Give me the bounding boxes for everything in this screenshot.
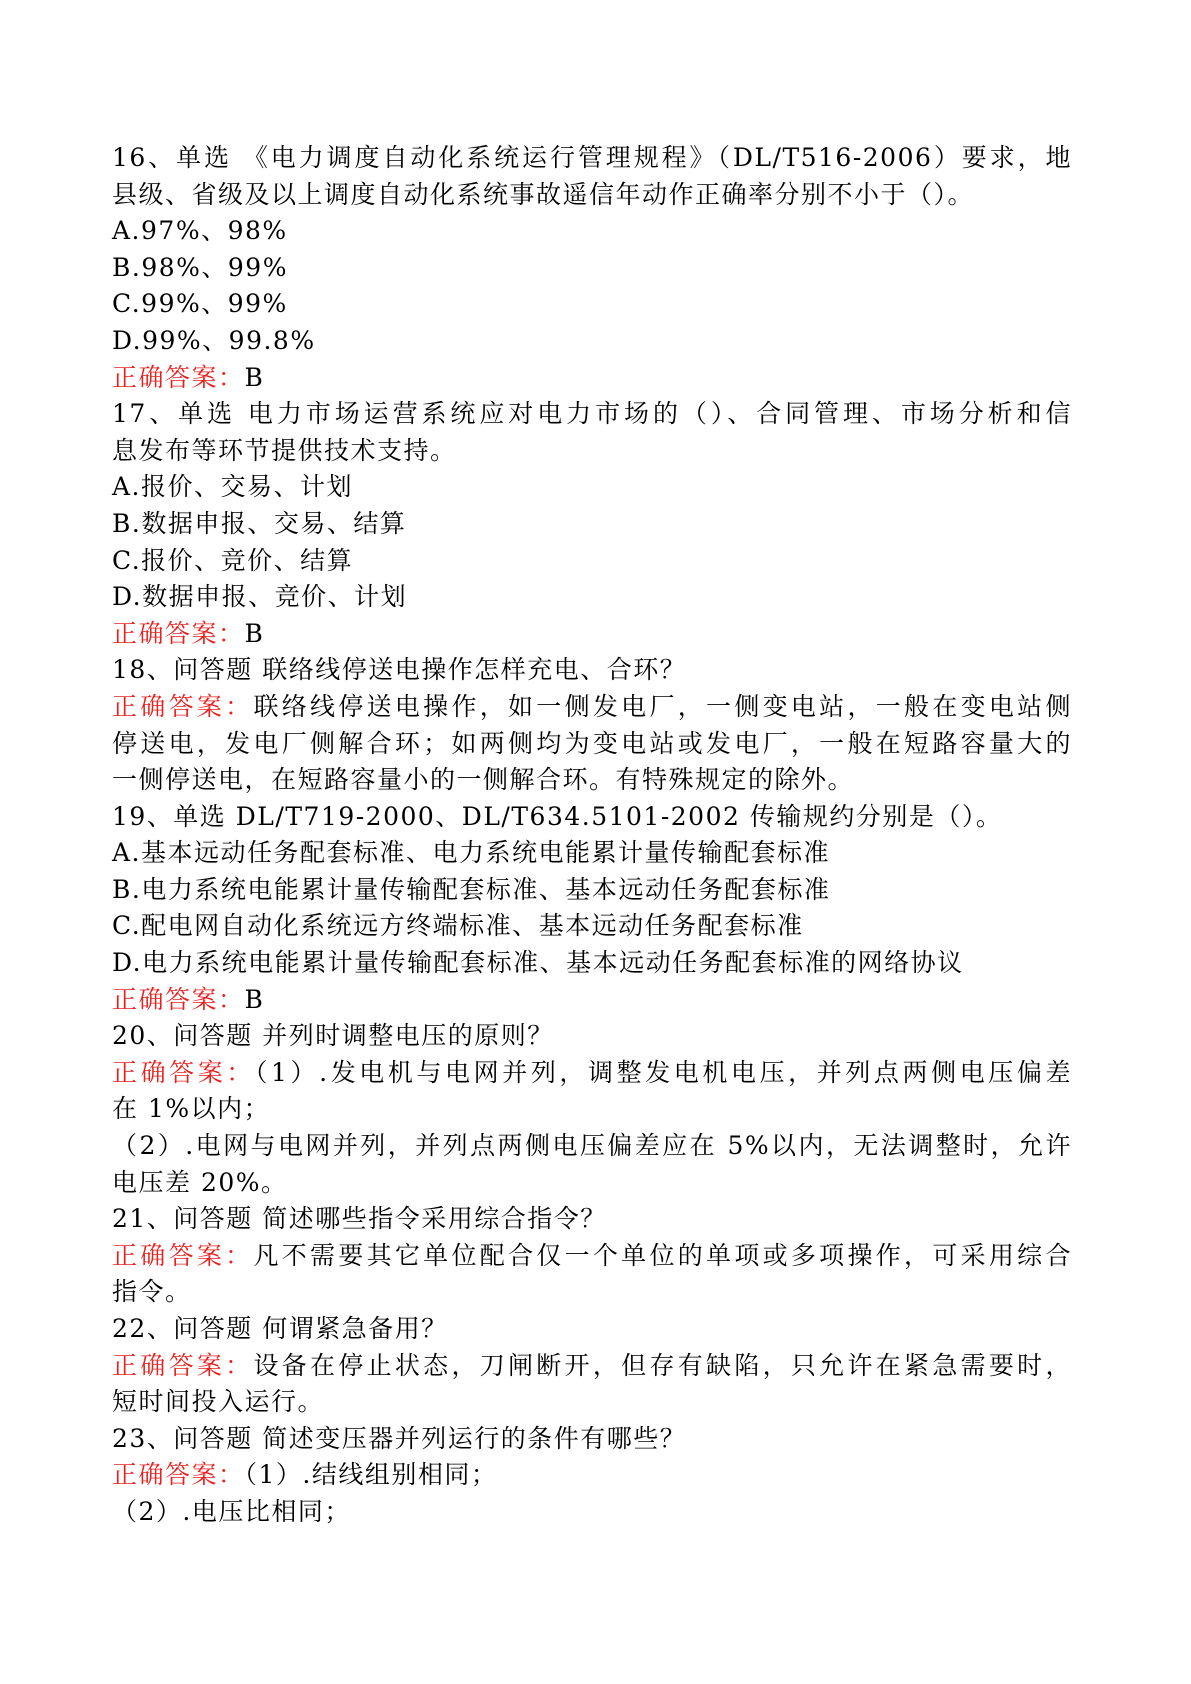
text-line: D.99%、99.8% (112, 325, 316, 355)
answer-text: B (244, 984, 265, 1014)
text-line: 停送电，发电厂侧解合环；如两侧均为变电站或发电厂，一般在短路容量大的 (112, 728, 1072, 758)
text-line: 一侧停送电，在短路容量小的一侧解合环。有特殊规定的除外。 (112, 765, 855, 795)
answer-text: 联络线停送电操作，如一侧发电厂，一侧变电站，一般在变电站侧 (253, 691, 1072, 721)
answer-text: （1）.发电机与电网并列，调整发电机电压，并列点两侧电压偏差 (254, 1057, 1072, 1087)
answer-label: 正确答案： (112, 362, 245, 392)
text-line: 23、问答题 简述变压器并列运行的条件有哪些？ (112, 1423, 687, 1453)
answer-line (112, 1457, 1072, 1494)
answer-label: 正确答案： (112, 1057, 255, 1087)
answer-text: 设备在停止状态，刀闸断开，但存有缺陷，只允许在紧急需要时， (253, 1350, 1072, 1380)
text-line: C.99%、99% (112, 289, 288, 319)
answer-text: （1）.结线组别相同； (244, 1460, 498, 1490)
answer-line (112, 689, 1072, 726)
text-line: 县级、省级及以上调度自动化系统事故遥信年动作正确率分别不小于（）。 (112, 179, 975, 209)
text-line: C.配电网自动化系统远方终端标准、基本远动任务配套标准 (112, 911, 804, 941)
answer-line (112, 1055, 1072, 1092)
text-line: B.数据申报、交易、结算 (112, 508, 407, 538)
text-line: 指令。 (112, 1277, 192, 1307)
text-line: 21、问答题 简述哪些指令采用综合指令？ (112, 1204, 607, 1234)
answer-line (112, 1238, 1072, 1275)
document-page (112, 140, 1072, 1531)
answer-label: 正确答案： (112, 618, 245, 648)
text-line: 16、单选 《电力调度自动化系统运行管理规程》（DL/T516-2006）要求，地 (112, 143, 1072, 172)
text-line: （2）.电压比相同； (112, 1496, 351, 1526)
answer-text: 凡不需要其它单位配合仅一个单位的单项或多项操作，可采用综合 (253, 1240, 1072, 1270)
answer-line (112, 360, 1072, 397)
text-line: D.电力系统电能累计量传输配套标准、基本远动任务配套标准的网络协议 (112, 948, 964, 978)
answer-text: B (244, 362, 265, 392)
answer-label: 正确答案： (112, 691, 254, 721)
text-line: D.数据申报、竞价、计划 (112, 582, 408, 612)
text-line: 19、单选 DL/T719-2000、DL/T634.5101-2002 传输规约分别是（）。 (112, 801, 1003, 831)
text-line: 20、问答题 并列时调整电压的原则？ (112, 1021, 554, 1051)
text-line: 18、问答题 联络线停送电操作怎样充电、合环？ (112, 655, 687, 685)
text-line: A.97%、98% (112, 216, 288, 246)
answer-label: 正确答案： (112, 1350, 254, 1380)
answer-line (112, 1348, 1072, 1385)
text-line: C.报价、竞价、结算 (112, 545, 354, 575)
text-line: 在 1%以内； (112, 1094, 271, 1124)
answer-label: 正确答案： (112, 1240, 254, 1270)
text-line: 电压差 20%。 (112, 1167, 288, 1197)
answer-line (112, 982, 1072, 1019)
text-line: B.98%、99% (112, 252, 288, 282)
text-line: 短时间投入运行。 (112, 1387, 325, 1417)
text-line: A.基本远动任务配套标准、电力系统电能累计量传输配套标准 (112, 838, 831, 868)
text-line: B.电力系统电能累计量传输配套标准、基本远动任务配套标准 (112, 874, 831, 904)
text-line: A.报价、交易、计划 (112, 472, 354, 502)
text-line: 息发布等环节提供技术支持。 (112, 435, 457, 465)
answer-label: 正确答案： (112, 1460, 245, 1490)
answer-text: B (244, 618, 265, 648)
text-line: 22、问答题 何谓紧急备用？ (112, 1314, 448, 1343)
text-line: （2）.电网与电网并列，并列点两侧电压偏差应在 5%以内，无法调整时，允许 (112, 1131, 1072, 1161)
answer-label: 正确答案： (112, 984, 245, 1014)
text-line: 17、单选 电力市场运营系统应对电力市场的（）、合同管理、市场分析和信 (112, 399, 1072, 429)
answer-line (112, 616, 1072, 653)
